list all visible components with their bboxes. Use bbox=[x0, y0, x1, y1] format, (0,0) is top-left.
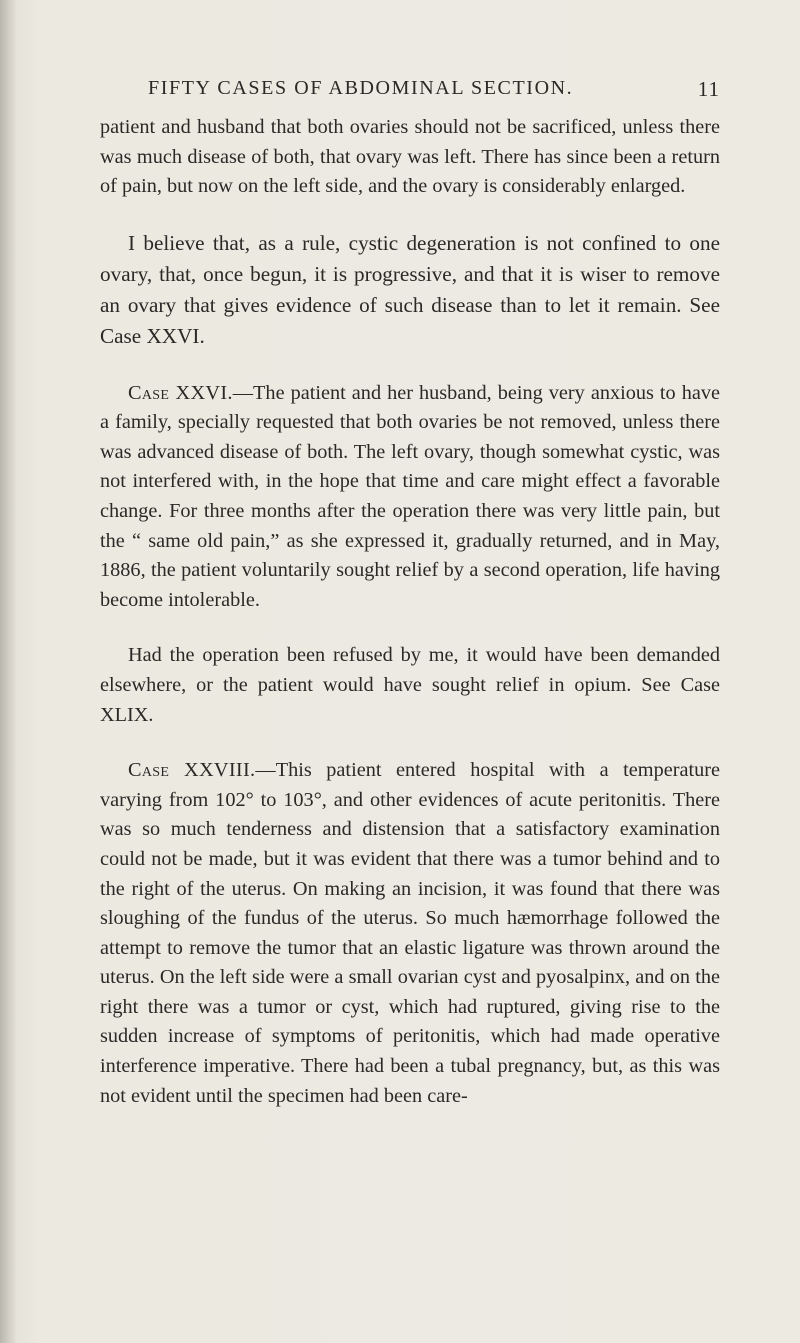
paragraph-case-xxviii bbox=[100, 756, 720, 1111]
paragraph-opinion bbox=[100, 228, 720, 353]
paragraph-text: I believe that, as a rule, cystic degeneration is not confined to one ovary, that, once begun, it is progressive, and that it is wiser to remove an ovary that gives evidence of such disease than to let it remain. See Case XXVI. bbox=[100, 230, 720, 349]
page-header bbox=[100, 77, 720, 117]
paragraph-text: patient and husband that both ovaries should not be sacrificed, unless there was much disease of both, that ovary was left. There has since been a return of pain, but now on the left side, and the ovary is considerably enlarged. bbox=[100, 116, 720, 198]
page-binding-edge bbox=[0, 0, 16, 1343]
paragraph-refusal bbox=[100, 641, 720, 730]
paragraph-text: —This patient entered hospital with a temperature varying from 102° to 103°, and other evidences of acute peritonitis. There was so much tenderness and distension that a satisfactory examination could not be made, but it was evident that there was a tumor behind and to the right of the uterus. On making an incision, it was found that there was sloughing of the fundus of the uterus. So much hæmorrhage followed the attempt to remove the tumor that an elastic ligature was thrown around the uterus. On the left side were a small ovarian cyst and pyosalpinx, and on the right there was a tumor or cyst, which had ruptured, giving rise to the sudden increase of symptoms of peritonitis, which had made operative interference imperative. There had been a tubal pregnancy, but, as this was not evident until the specimen had been care- bbox=[100, 759, 721, 1107]
body-text bbox=[100, 113, 720, 1137]
paragraph-case-xxvi bbox=[100, 379, 720, 616]
running-head: FIFTY CASES OF ABDOMINAL SECTION. bbox=[148, 77, 574, 99]
case-label: Case XXVI. bbox=[128, 381, 233, 404]
paragraph-text: Had the operation been refused by me, it would have been demanded elsewhere, or the patient would have sought relief in opium. See Case XLIX. bbox=[100, 644, 720, 726]
paragraph-text: —The patient and her husband, being very anxious to have a family, specially requested that both ovaries be not removed, unless there was advanced disease of both. The left ovary, though somewhat cystic, was not interfered with, in the hope that time and care might effect a favorable change. For three months after the operation there was very little pain, but the “ same old pain,” as she expressed it, gradually returned, and in May, 1886, the patient voluntarily sought relief by a second operation, life having become intolerable. bbox=[100, 381, 721, 611]
page-number: 11 bbox=[697, 77, 720, 101]
case-label: Case XXVIII. bbox=[128, 759, 256, 782]
paragraph-continuation bbox=[100, 113, 720, 202]
